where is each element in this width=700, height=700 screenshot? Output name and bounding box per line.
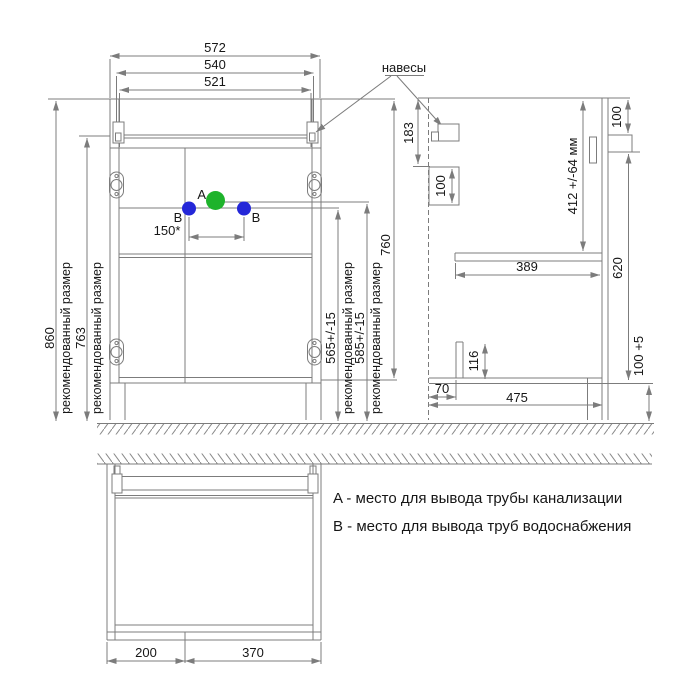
- dim-height-outlet-b-note: рекомендованный размер: [341, 262, 355, 414]
- handle-slot: [590, 137, 597, 163]
- point-b-label-right: B: [251, 210, 261, 225]
- dim-plinth-height: 100 +5: [631, 335, 646, 377]
- hinges-label: навесы: [381, 60, 427, 75]
- dim-height-body: 760: [378, 234, 393, 256]
- dim-handle-offset: 100: [609, 106, 624, 128]
- front-legs: [110, 383, 321, 420]
- dim-wall-clearance: 70: [434, 381, 450, 396]
- dim-wall-rail-height: 100: [433, 175, 448, 197]
- hanger-bracket-left: [113, 122, 124, 143]
- dim-width-inner: 521: [204, 74, 226, 89]
- hinges-callout: [316, 60, 442, 132]
- dim-shelf-depth: 389: [516, 259, 538, 274]
- hinge-icon: [308, 339, 322, 365]
- dim-door-left-width: 200: [135, 645, 157, 660]
- hinges-leader-right: [397, 76, 442, 126]
- hinge-icon: [110, 339, 124, 365]
- front-cabinet-body: [110, 99, 369, 420]
- legend: [333, 490, 631, 535]
- side-view: [401, 98, 653, 421]
- dim-height-rail: 763: [73, 327, 88, 349]
- front-right-dimensions: [321, 101, 397, 421]
- top-view-dimensions: [107, 642, 321, 664]
- dim-bracket-height: 116: [466, 350, 481, 372]
- dim-height-outlet-a: 585+/-15: [352, 312, 367, 364]
- dim-height-overall: 860: [42, 327, 57, 349]
- legend-line-b: B - место для вывода труб водоснабжения: [333, 518, 632, 535]
- dim-height-outlet-b: 565+/-15: [323, 312, 338, 364]
- hinges-leader-left: [316, 76, 391, 132]
- ground-hatch: [97, 424, 654, 435]
- dim-handle-to-bottom: 620: [610, 257, 625, 279]
- top-view-rail: [112, 466, 318, 498]
- point-b-label-left: B: [173, 210, 183, 225]
- outlet-a-marker: [206, 191, 225, 210]
- dim-outlet-depth: 412 +/-64 мм: [565, 137, 580, 215]
- dim-width-rail: 540: [204, 57, 226, 72]
- siphon-bracket: [456, 342, 463, 378]
- dim-door-right-width: 370: [242, 645, 264, 660]
- dim-b-spacing: 150*: [153, 223, 181, 238]
- outlet-b-marker-right: [237, 202, 251, 216]
- dim-height-overall-note: рекомендованный размер: [59, 262, 73, 414]
- side-hanger-bracket: [432, 124, 460, 141]
- wall-hatch: [97, 454, 652, 465]
- dim-height-outlet-a-note: рекомендованный размер: [369, 262, 383, 414]
- dim-depth-overall: 475: [506, 390, 528, 405]
- dim-width-overall: 572: [204, 40, 226, 55]
- door-handle-profile: [608, 135, 632, 152]
- point-a-label: A: [197, 187, 206, 202]
- dim-b-spacing-group: [154, 217, 244, 241]
- dim-height-rail-note: рекомендованный размер: [90, 262, 104, 414]
- front-width-dimensions: [110, 40, 320, 147]
- front-view: [42, 40, 397, 421]
- outlet-markers: [174, 187, 261, 225]
- hinge-icon: [308, 172, 322, 198]
- dim-hanger-offset: 183: [401, 122, 416, 144]
- hinge-icon: [110, 172, 124, 198]
- hanger-bracket-right: [307, 122, 318, 143]
- front-left-dimensions: [42, 101, 110, 421]
- top-view: [97, 454, 652, 665]
- outlet-b-marker-left: [182, 202, 196, 216]
- legend-line-a: A - место для вывода трубы канализации: [333, 490, 623, 507]
